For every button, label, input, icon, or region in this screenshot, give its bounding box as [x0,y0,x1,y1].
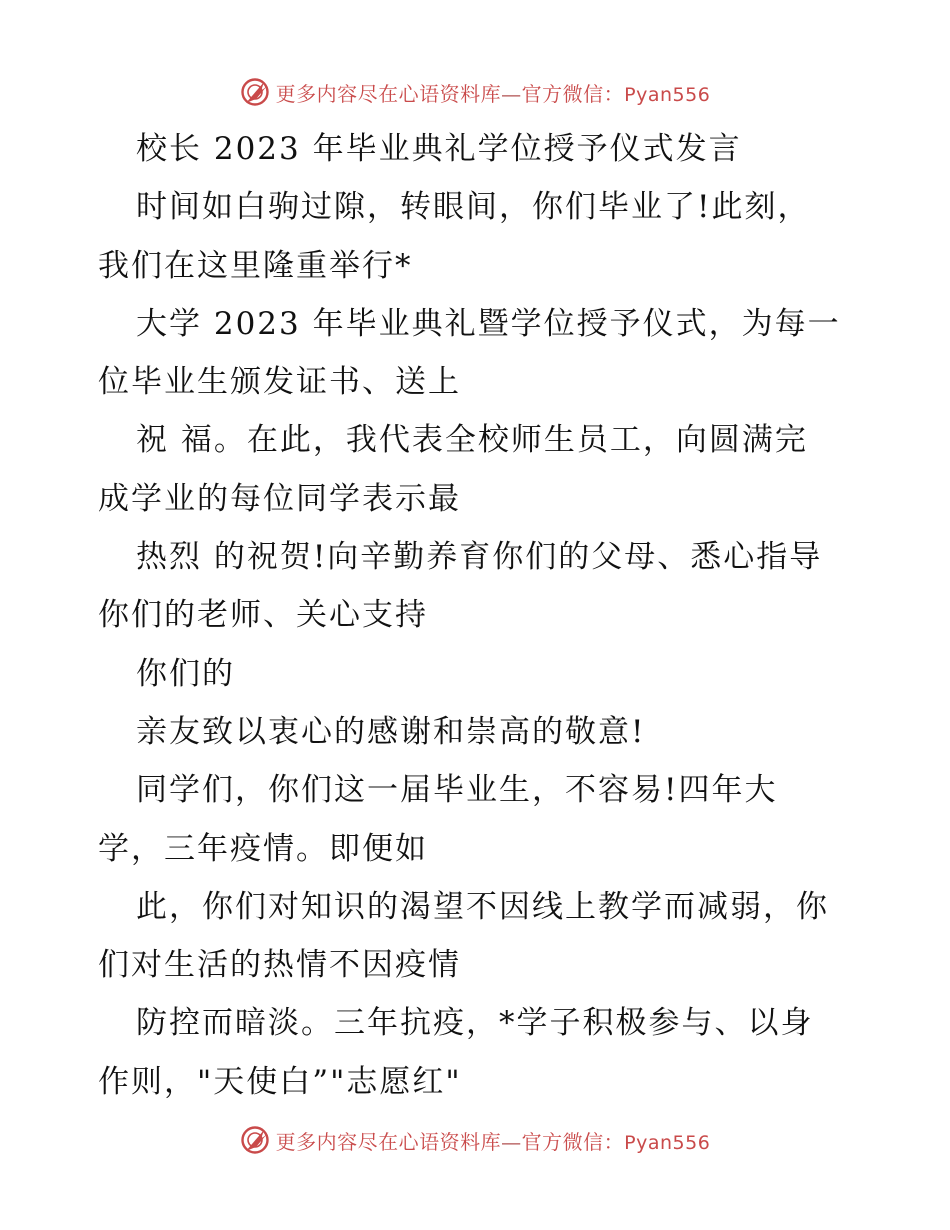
text-line: 作则，"天使白”"志愿红" [98,1063,462,1100]
banner-wechat-id: Pyan556 [624,83,711,106]
text-line: 此，你们对知识的渴望不因线上教学而减弱，你 [136,888,829,925]
banner-suffix: 官方微信： [521,1129,625,1154]
text-line: 防控而暗淡。三年抗疫，*学子积极参与、以身 [136,1005,814,1042]
banner-separator: — [501,81,522,106]
text-line: 成学业的每位同学表示最 [98,480,461,517]
document-title: 校长 2023 年毕业典礼学位授予仪式发言 [136,131,742,167]
text-line: 祝 福。在此，我代表全校师生员工，向圆满完 [136,422,808,459]
text-line: 我们在这里隆重举行* [98,247,413,284]
banner-slogan: 更多内容尽在心语资料库 [275,81,502,106]
header-banner [0,72,950,112]
header-banner-text [276,78,711,107]
text-line: 位毕业生颁发证书、送上 [98,364,461,401]
footer-banner [0,1120,950,1160]
text-line: 同学们，你们这一届毕业生，不容易!四年大 [136,772,778,809]
text-line: 亲友致以衷心的感谢和崇高的敬意! [136,713,646,750]
quill-logo-icon [240,1125,270,1155]
banner-suffix: 官方微信： [521,81,625,106]
text-line: 大学 2023 年毕业典礼暨学位授予仪式，为每一 [136,305,841,342]
banner-separator: — [501,1129,522,1154]
banner-wechat-id: Pyan556 [624,1131,711,1154]
speech-body [98,120,858,1111]
text-line: 时间如白驹过隙，转眼间，你们毕业了!此刻， [136,189,811,226]
banner-slogan: 更多内容尽在心语资料库 [275,1129,502,1154]
text-line: 热烈 的祝贺!向辛勤养育你们的父母、悉心指导 [136,539,823,576]
text-line: 你们的老师、关心支持 [98,597,428,634]
quill-logo-icon [240,77,270,107]
text-line: 们对生活的热情不因疫情 [98,947,461,984]
text-line: 学，三年疫情。即便如 [98,830,428,867]
text-line: 你们的 [136,655,235,692]
footer-banner-text [276,1126,711,1155]
